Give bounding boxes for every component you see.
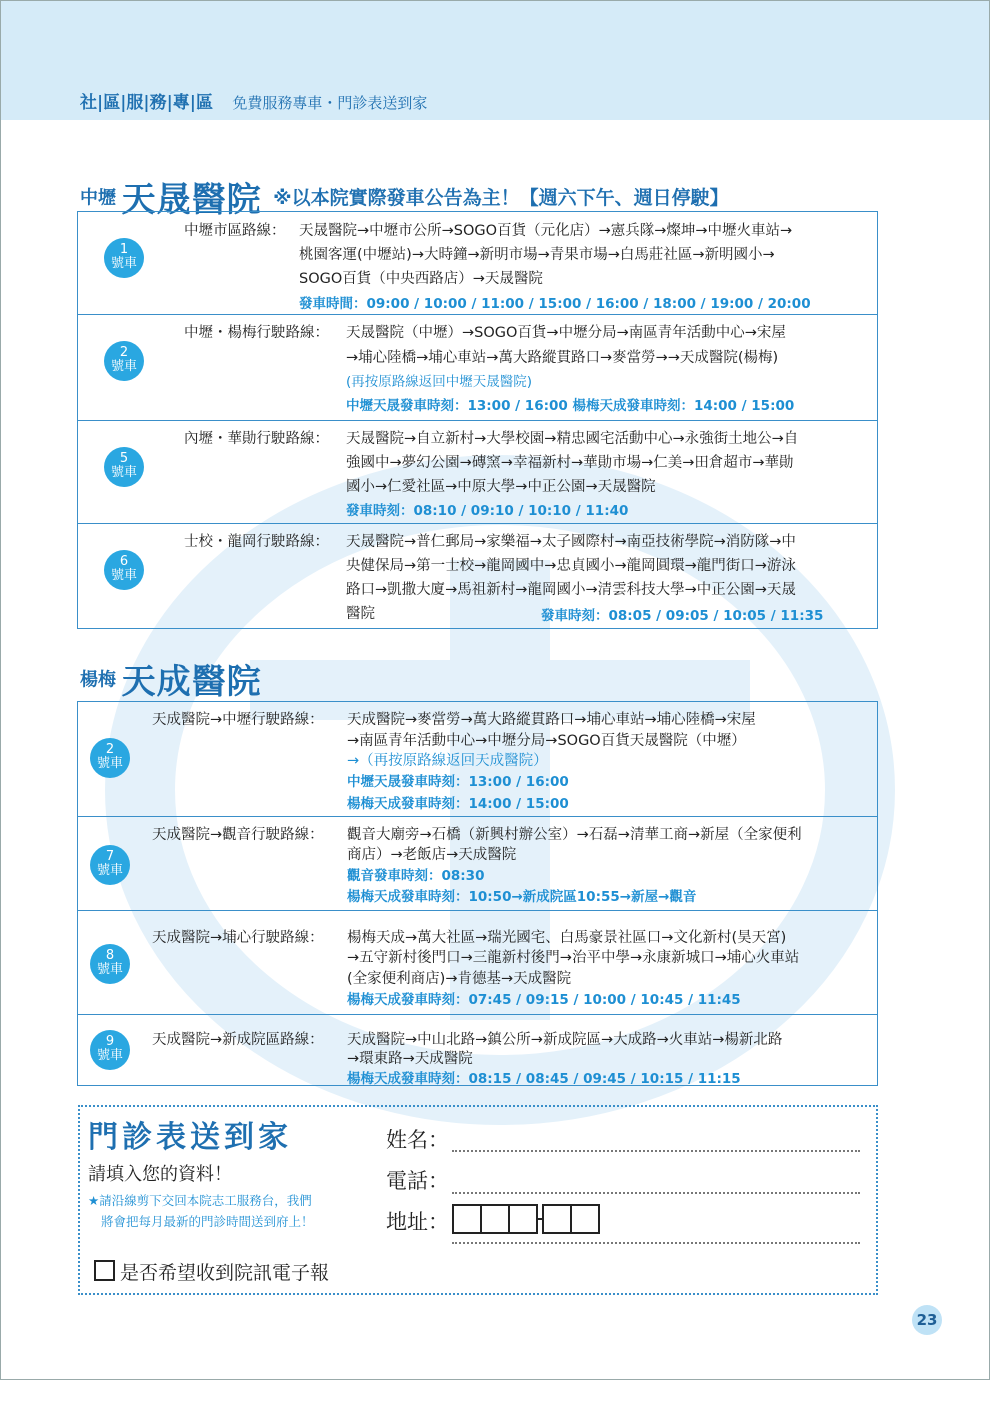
- departure-times: 楊梅天成發車時刻：08:15 / 08:45 / 09:45 / 10:15 / 11:15: [347, 1071, 741, 1087]
- bus-number-badge: 7 號車: [90, 845, 130, 885]
- route-stops: 天晟醫院→自立新村→大學校園→精忠國宅活動中心→永強街土地公→自: [346, 431, 799, 447]
- route-row: [78, 702, 877, 817]
- route-stops: 強國中→夢幻公園→磚窯→幸福新村→華勛市場→仁美→田倉超市→華勛: [346, 455, 794, 471]
- route-label: 內壢・華勛行駛路線：: [184, 431, 329, 447]
- bus-number-badge: 9 號車: [90, 1030, 130, 1070]
- route-stops: →南區青年活動中心→中壢分局→SOGO百貨天晟醫院（中壢）: [347, 733, 746, 749]
- departure-times: 觀音發車時刻：08:30: [347, 868, 485, 884]
- route-stops: 天成醫院→中山北路→鎮公所→新成院區→大成路→火車站→楊新北路: [347, 1032, 783, 1048]
- postal-digit-box[interactable]: [508, 1204, 538, 1234]
- section-char: 社: [80, 93, 97, 113]
- route-stops: →環東路→天成醫院: [347, 1051, 473, 1067]
- form-subtitle: 請填入您的資料！: [88, 1164, 232, 1185]
- route-stops: 觀音大廟旁→石橋（新興村辦公室）→石磊→清華工商→新屋（全家便利: [347, 827, 802, 843]
- departure-times: 楊梅天成發車時刻：10:50→新成院區10:55→新屋→觀音: [347, 889, 697, 905]
- newsletter-checkbox-label: 是否希望收到院訊電子報: [120, 1262, 330, 1284]
- section-char: 專: [172, 93, 190, 113]
- departure-times: 楊梅天成發車時刻：07:45 / 09:15 / 10:00 / 10:45 / 11:45: [347, 992, 741, 1008]
- postal-digit-box[interactable]: [452, 1204, 482, 1234]
- bus-number-badge: 8 號車: [90, 944, 130, 984]
- route-stops: 天晟醫院（中壢）→SOGO百貨→中壢分局→南區青年活動中心→宋屋: [346, 325, 786, 341]
- bus-number-badge: 6 號車: [104, 550, 144, 590]
- form-note-line: 將會把每月最新的門診時間送到府上！: [101, 1214, 314, 1229]
- route-stops: →五守新村後門口→三龍新村後門→治平中學→永康新城口→埔心火車站: [347, 950, 800, 966]
- departure-times: 發車時刻：08:10 / 09:10 / 10:10 / 11:40: [346, 503, 629, 519]
- route-stops: 央健保局→第一士校→龍岡國中→忠貞國小→龍岡圓環→龍門街口→游泳: [346, 558, 796, 574]
- departure-times: 楊梅天成發車時刻：14:00 / 15:00: [347, 796, 569, 812]
- section1-location: 中壢: [80, 187, 116, 209]
- route-stops: 路口→凱撒大廈→馬祖新村→龍岡國小→清雲科技大學→中正公園→天晟: [346, 582, 796, 598]
- route-stops: (全家便利商店)→肯德基→天成醫院: [347, 971, 572, 987]
- route-row: [78, 421, 877, 524]
- departure-times: 發車時間：09:00 / 10:00 / 11:00 / 15:00 / 16:00 / 18:00 / 19:00 / 20:00: [299, 296, 811, 312]
- postal-digit-box[interactable]: [542, 1204, 572, 1234]
- return-note: (再按原路線返回中壢天晟醫院): [346, 374, 533, 390]
- route-label: 中壢・楊梅行駛路線：: [184, 325, 329, 341]
- route-stops: →埔心陸橋→埔心車站→萬大路縱貫路口→麥當勞→→天成醫院(楊梅): [346, 350, 779, 366]
- route-stops: 天晟醫院→中壢市公所→SOGO百貨（元化店）→憲兵隊→燦坤→中壢火車站→: [299, 223, 793, 239]
- section2-hospital: 天成醫院: [121, 662, 262, 702]
- postal-code-boxes[interactable]: [452, 1204, 600, 1234]
- section2-location: 楊梅: [80, 669, 116, 691]
- route-stops: 天晟醫院→普仁郵局→家樂福→太子國際村→南亞技術學院→消防隊→中: [346, 534, 796, 550]
- section-char: 服: [126, 93, 144, 113]
- route-stops: SOGO百貨（中央西路店）→天晟醫院: [299, 271, 543, 287]
- section1-note: ※以本院實際發車公告為主！【週六下午、週日停駛】: [273, 187, 729, 209]
- route-row: [78, 817, 877, 911]
- route-label: 天成醫院→新成院區路線：: [152, 1032, 324, 1048]
- bus-number-badge: 2 號車: [90, 738, 130, 778]
- name-field[interactable]: [452, 1150, 860, 1152]
- route-row: [78, 911, 877, 1015]
- phone-field[interactable]: [452, 1192, 860, 1194]
- route-stops: 醫院: [346, 606, 375, 622]
- departure-times: 中壢天晟發車時刻：13:00 / 16:00: [347, 774, 569, 790]
- route-stops: 桃園客運(中壢站)→大時鐘→新明市場→青果市場→白馬莊社區→新明國小→: [299, 247, 775, 263]
- page-header: 社|區|服|務|專|區 免費服務專車・門診表送到家: [80, 93, 428, 113]
- form-note-line: ★請沿線剪下交回本院志工服務台，我們: [88, 1193, 312, 1208]
- address-label: 地址：: [386, 1210, 449, 1234]
- route-label: 士校・龍岡行駛路線：: [184, 534, 329, 550]
- form-title: 門診表送到家: [88, 1120, 292, 1155]
- form-note: [88, 1190, 314, 1232]
- postal-digit-box[interactable]: [480, 1204, 510, 1234]
- route-stops: 楊梅天成→萬大社區→瑞光國宅、白馬豪景社區口→文化新村(昊天宮): [347, 930, 787, 946]
- section2-title: [80, 654, 262, 703]
- return-note: →（再按原路線返回天成醫院）: [347, 753, 548, 769]
- bus-number-badge: 5 號車: [104, 447, 144, 487]
- section2-routes: [77, 701, 878, 1086]
- route-stops: 天成醫院→麥當勞→萬大路縱貫路口→埔心車站→埔心陸橋→宋屋: [347, 712, 756, 728]
- address-field[interactable]: [452, 1242, 860, 1244]
- departure-times: 中壢天晟發車時刻：13:00 / 16:00 楊梅天成發車時刻：14:00 / 15:00: [346, 398, 795, 414]
- route-label: 天成醫院→埔心行駛路線：: [152, 930, 324, 946]
- route-stops: 商店）→老飯店→天成醫院: [347, 847, 517, 863]
- section-char: 區: [103, 93, 121, 113]
- header-subtitle: 免費服務專車・門診表送到家: [232, 94, 428, 112]
- page-number: 23: [912, 1305, 942, 1335]
- route-row: [78, 212, 877, 315]
- route-row: [78, 524, 877, 628]
- route-label: 中壢市區路線：: [184, 223, 286, 239]
- route-row: [78, 1015, 877, 1085]
- postal-digit-box[interactable]: [570, 1204, 600, 1234]
- section-char: 區: [195, 93, 213, 113]
- section1-hospital: 天晟醫院: [121, 180, 262, 220]
- phone-label: 電話：: [386, 1169, 449, 1193]
- section1-routes: [77, 211, 878, 629]
- departure-times: 發車時刻：08:05 / 09:05 / 10:05 / 11:35: [541, 608, 824, 624]
- newsletter-checkbox[interactable]: [94, 1260, 115, 1281]
- bus-number-badge: 1 號車: [104, 238, 144, 278]
- bus-number-badge: 2 號車: [104, 341, 144, 381]
- route-label: 天成醫院→中壢行駛路線：: [152, 712, 324, 728]
- route-stops: 國小→仁愛社區→中原大學→中正公園→天晟醫院: [346, 479, 656, 495]
- route-row: [78, 315, 877, 421]
- section-char: 務: [149, 93, 167, 113]
- route-label: 天成醫院→觀音行駛路線：: [152, 827, 324, 843]
- name-label: 姓名：: [386, 1128, 449, 1152]
